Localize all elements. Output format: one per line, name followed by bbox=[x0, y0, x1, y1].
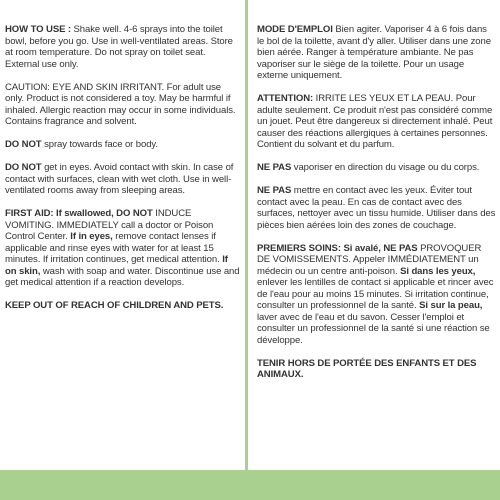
attention-paragraph bbox=[257, 93, 496, 151]
si-sur-la-peau-text: laver avec de l'eau et du savon. Cesser l'emploi et consulter un professionnel de la santé si une réaction se développe. bbox=[257, 311, 490, 346]
tenir-hors-text: TENIR HORS DE PORTÉE DES ENFANTS ET DES ANIMAUX. bbox=[257, 357, 477, 380]
caution-paragraph: CAUTION: EYE AND SKIN IRRITANT. For adult use only. Product is not considered a toy. May be harmful if inhaled. Allergic reaction may occur in some individuals. Contains fragrance and solvent. bbox=[5, 81, 236, 127]
keep-out-text: KEEP OUT OF REACH OF CHILDREN AND PETS. bbox=[5, 300, 224, 311]
si-dans-les-yeux-text: enlever les lentilles de contact si applicable et rincer avec de l'eau pour au moins 15 minutes. Si irritation continue, consulter un professionnel de la santé. bbox=[257, 277, 494, 311]
ne-pas-yeux-text: mettre en contact avec les yeux. Éviter tout contact avec la peau. En cas de contact avec des surfaces, nettoyer avec un tissu humide. Utiliser dans des pièces bien aérées loin des zones de couchage. bbox=[257, 185, 496, 231]
do-not-eyes-label: DO NOT bbox=[5, 162, 42, 173]
mode-emploi-label: MODE D'EMPLOI bbox=[257, 24, 333, 35]
if-on-skin-label: If on skin, bbox=[5, 254, 228, 277]
ne-pas-vaporiser-label: NE PAS bbox=[257, 162, 292, 173]
tenir-hors-warning bbox=[257, 358, 496, 381]
if-on-skin-text: wash with soap and water. Discontinue use and get medical attention if a reaction develops. bbox=[5, 265, 240, 288]
ne-pas-yeux-label: NE PAS bbox=[257, 185, 292, 196]
do-not-eyes-text: get in eyes. Avoid contact with skin. In case of contact with surfaces, clean with wet cloth. Use in well-ventilated rooms away from sleeping areas. bbox=[5, 162, 234, 196]
do-not-spray-paragraph bbox=[5, 139, 240, 151]
attention-label: ATTENTION: bbox=[257, 93, 314, 104]
bottom-green-band bbox=[0, 470, 500, 500]
premiers-soins-label: PREMIERS SOINS: Si avalé, NE PAS bbox=[257, 242, 418, 254]
ne-pas-vaporiser-text: vaporiser en direction du visage ou du corps. bbox=[291, 162, 480, 173]
mode-emploi-text: Bien agiter. Vaporiser 4 à 6 fois dans le bol de la toilette, avant d'y aller. Utiliser dans une zone bien aérée. Ranger à température ambiante. Ne pas vaporiser sur le siège de la toilette. Pour un usage externe uniquement. bbox=[257, 24, 491, 81]
premiers-soins-text: PROVOQUER DE VOMISSEMENTS. Appeler IMMÉDIATEMENT un médecin ou un centre anti-poison. bbox=[257, 242, 482, 277]
french-column bbox=[257, 24, 496, 392]
keep-out-warning bbox=[5, 300, 240, 312]
english-column bbox=[5, 24, 240, 323]
attention-text: IRRITE LES YEUX ET LA PEAU. Pour adulte seulement. Ce produit n'est pas considéré comme un jouet. Peut être dangereux si directement inhalé. Peut causer des réactions allergiques à certaines personnes. Contient du solvant et du parfum. bbox=[257, 93, 493, 150]
do-not-eyes-paragraph bbox=[5, 162, 240, 197]
si-sur-la-peau-label: Si sur la peau, bbox=[419, 300, 483, 311]
ne-pas-yeux-paragraph bbox=[257, 185, 496, 231]
do-not-spray-text: spray towards face or body. bbox=[41, 139, 158, 150]
si-dans-les-yeux-label: Si dans les yeux, bbox=[400, 265, 476, 277]
first-aid-label: FIRST AID: If swallowed, DO NOT bbox=[5, 208, 153, 219]
first-aid-paragraph bbox=[5, 208, 240, 289]
if-in-eyes-label: If in eyes, bbox=[70, 231, 113, 242]
ne-pas-vaporiser-paragraph bbox=[257, 162, 496, 174]
first-aid-text: INDUCE VOMITING. IMMEDIATELY call a doctor or Poison Control Center. bbox=[5, 208, 214, 242]
how-to-use-text: Shake well. 4-6 sprays into the toilet bowl, before you go. Use in well-ventilated areas. Store at room temperature. Do not spray on toilet seat. External use only. bbox=[5, 24, 233, 70]
premiers-soins-paragraph bbox=[257, 243, 496, 347]
how-to-use-paragraph bbox=[5, 24, 240, 70]
mode-emploi-paragraph bbox=[257, 24, 496, 82]
how-to-use-label: HOW TO USE : bbox=[5, 24, 71, 35]
column-divider bbox=[245, 0, 248, 470]
if-in-eyes-text: remove contact lenses if applicable and rinse eyes with water for at least 15 minutes. If irritation continues, get medical attention. bbox=[5, 231, 223, 265]
do-not-spray-label: DO NOT bbox=[5, 139, 42, 150]
